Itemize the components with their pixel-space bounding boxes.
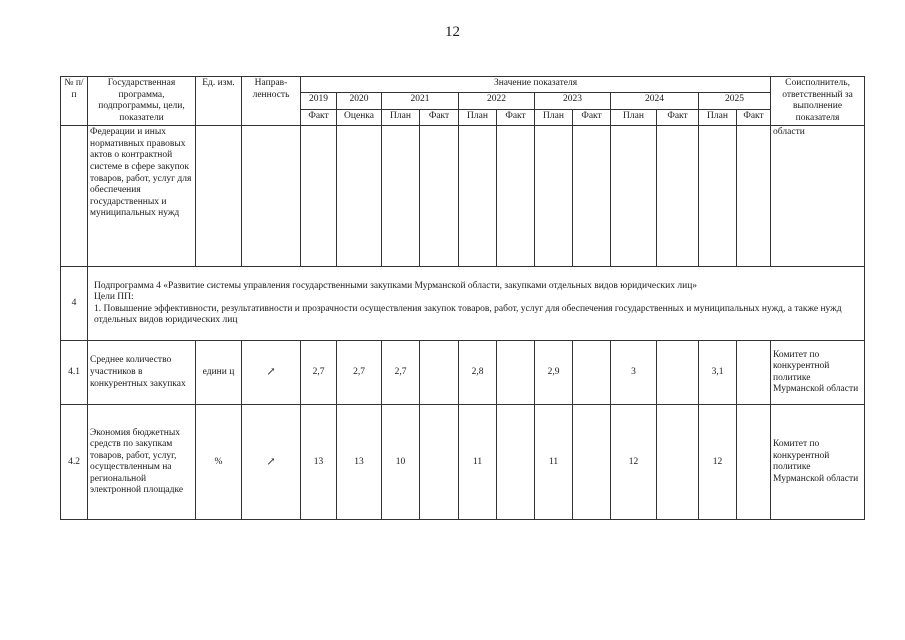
value-cell	[420, 341, 459, 405]
header-year: 2025	[699, 93, 771, 109]
subprogram-goal: 1. Повышение эффективности, результативности и прозрачности осуществления закупок товаров, работ, услуг для обеспечения государственных и муниципальных нужд, а также нужд отдельных видов юридических лиц	[94, 303, 842, 326]
value-cell: 13	[337, 405, 382, 520]
header-executor: Соисполнитель, ответственный за выполнение показателя	[771, 77, 865, 126]
header-year: 2021	[382, 93, 459, 109]
value-cell: 2,9	[535, 341, 573, 405]
value-cell	[573, 341, 611, 405]
subprogram-goals-label: Цели ПП:	[94, 292, 134, 303]
value-cell: 2,7	[301, 341, 337, 405]
value-cell: 3	[611, 341, 657, 405]
header-subcol: Факт	[657, 109, 699, 125]
subprogram-num: 4	[61, 267, 88, 341]
value-cell: 10	[382, 405, 420, 520]
subprogram-title: Подпрограмма 4 «Развитие системы управления государственными закупками Мурманской области, закупками отдельных видов юридических лиц»	[94, 280, 698, 291]
header-subcol: План	[382, 109, 420, 125]
header-year: 2023	[535, 93, 611, 109]
header-subcol: План	[459, 109, 497, 125]
value-cell	[573, 405, 611, 520]
header-subcol: План	[699, 109, 737, 125]
header-subcol: Факт	[420, 109, 459, 125]
header-num: № п/п	[61, 77, 88, 126]
header-subcol: Факт	[573, 109, 611, 125]
header-subcol: Факт	[497, 109, 535, 125]
header-value-group: Значение показателя	[301, 77, 771, 93]
continuation-text: Федерации и иных нормативных правовых актов о контрактной системе в сфере закупок товаров, работ, услуг для обеспечения государственных и муниципальных нужд	[88, 126, 196, 267]
indicator-unit: %	[196, 405, 242, 520]
row-num: 4.2	[61, 405, 88, 520]
header-subcol: План	[611, 109, 657, 125]
value-cell: 11	[459, 405, 497, 520]
value-cell: 13	[301, 405, 337, 520]
header-year: 2022	[459, 93, 535, 109]
header-subcol: Оценка	[337, 109, 382, 125]
value-cell	[657, 405, 699, 520]
header-subcol: Факт	[737, 109, 771, 125]
header-year: 2020	[337, 93, 382, 109]
header-year: 2019	[301, 93, 337, 109]
direction-arrow-icon: ↗	[242, 341, 301, 405]
value-cell: 3,1	[699, 341, 737, 405]
subprogram-description	[88, 267, 865, 341]
value-cell: 12	[699, 405, 737, 520]
value-cell: 2,8	[459, 341, 497, 405]
value-cell	[657, 341, 699, 405]
executor-cell: Комитет по конкурентной политике Мурманской области	[771, 405, 865, 520]
continuation-executor: области	[771, 126, 865, 267]
header-subcol: Факт	[301, 109, 337, 125]
table-row	[61, 405, 865, 520]
indicator-name: Экономия бюджетных средств по закупкам товаров, работ, услуг, осуществленным на региональной электронной площадке	[88, 405, 196, 520]
value-cell	[420, 405, 459, 520]
executor-cell: Комитет по конкурентной политике Мурманской области	[771, 341, 865, 405]
value-cell	[737, 405, 771, 520]
value-cell	[497, 341, 535, 405]
header-subcol: План	[535, 109, 573, 125]
indicator-name: Среднее количество участников в конкурентных закупках	[88, 341, 196, 405]
table-row	[61, 341, 865, 405]
continuation-row	[61, 126, 865, 267]
header-row-1	[61, 77, 865, 93]
value-cell: 2,7	[337, 341, 382, 405]
row-num: 4.1	[61, 341, 88, 405]
subprogram-row	[61, 267, 865, 341]
indicator-unit: едини ц	[196, 341, 242, 405]
header-program: Государственная программа, подпрограммы, цели, показатели	[88, 77, 196, 126]
value-cell	[737, 341, 771, 405]
indicators-table	[60, 76, 865, 520]
value-cell	[497, 405, 535, 520]
value-cell: 12	[611, 405, 657, 520]
header-unit: Ед. изм.	[196, 77, 242, 126]
value-cell: 11	[535, 405, 573, 520]
direction-arrow-icon: ↗	[242, 405, 301, 520]
header-direction: Направ-ленность	[242, 77, 301, 126]
value-cell: 2,7	[382, 341, 420, 405]
page-number: 12	[445, 24, 460, 40]
header-year: 2024	[611, 93, 699, 109]
